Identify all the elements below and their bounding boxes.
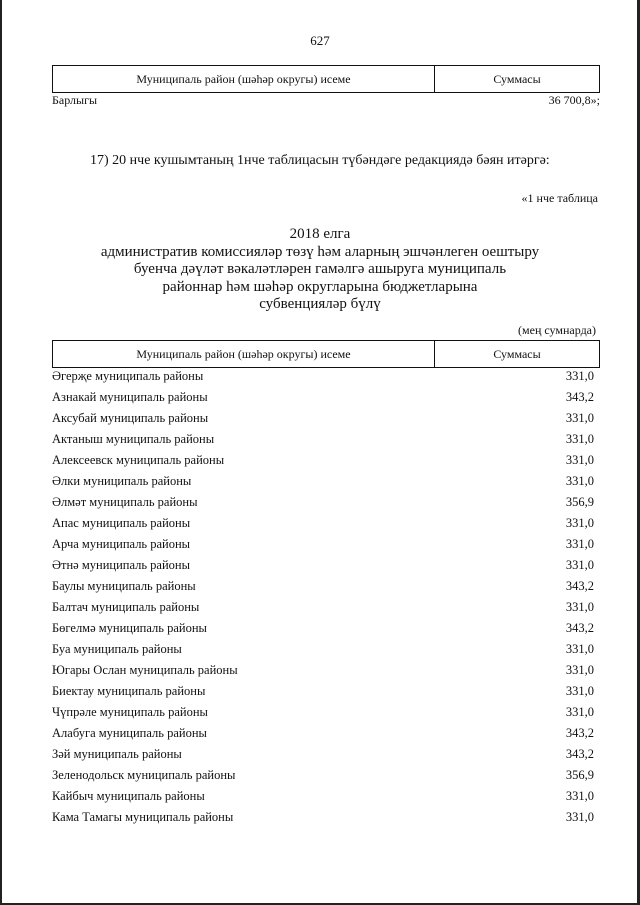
table-row	[52, 576, 594, 597]
row-name: Югары Ослан муниципаль районы	[52, 663, 238, 677]
row-value: 331,0	[565, 600, 594, 614]
row-value: 331,0	[565, 705, 594, 719]
units-label: (мең сумнарда)	[518, 323, 596, 337]
table-row	[52, 618, 594, 639]
row-value: 331,0	[565, 789, 594, 803]
row-value: 343,2	[565, 621, 594, 635]
table-header-previous	[52, 65, 600, 93]
table-row	[52, 513, 594, 534]
header-col-name: Муниципаль район (шәһәр округы) исеме	[53, 341, 435, 367]
row-name: Кайбыч муниципаль районы	[52, 789, 205, 803]
row-value: 331,0	[565, 537, 594, 551]
instruction-text: 17) 20 нче кушымтаның 1нче таблицасын түбәндәге редакциядә бәян итәргә:	[90, 153, 550, 168]
row-name: Зеленодольск муниципаль районы	[52, 768, 236, 782]
row-name: Алексеевск муниципаль районы	[52, 453, 225, 467]
row-name: Баулы муниципаль районы	[52, 579, 196, 593]
row-name: Буа муниципаль районы	[52, 642, 182, 656]
row-value: 331,0	[565, 516, 594, 530]
table-header	[52, 340, 600, 368]
row-name: Алабуга муниципаль районы	[52, 726, 207, 740]
total-label: Барлыгы	[52, 93, 98, 107]
header-col-sum: Суммасы	[493, 346, 541, 361]
title-line-2: административ комиссияләр төзү һәм аларның эшчәнлеген оештыру	[100, 243, 540, 260]
row-name: Кама Тамагы муниципаль районы	[52, 810, 234, 824]
table-row	[52, 366, 594, 387]
table-row	[52, 534, 594, 555]
row-value: 343,2	[565, 390, 594, 404]
row-name: Чүпрәле муниципаль районы	[52, 705, 208, 719]
total-value: 36 700,8»;	[548, 93, 600, 107]
row-value: 343,2	[565, 747, 594, 761]
title-line-1: 2018 елга	[289, 226, 351, 242]
row-value: 343,2	[565, 726, 594, 740]
title-line-3: буенча дәүләт вәкаләтләрен гамәлгә ашыруга муниципаль	[133, 261, 507, 277]
row-value: 331,0	[565, 558, 594, 572]
table-row	[52, 702, 594, 723]
row-name: Әлмәт муниципаль районы	[52, 495, 198, 509]
title-line-5: субвенцияләр бүлү	[259, 296, 381, 312]
row-value: 343,2	[565, 579, 594, 593]
row-value: 331,0	[565, 810, 594, 824]
header-col-sum: Суммасы	[493, 71, 541, 86]
row-value: 331,0	[565, 642, 594, 656]
row-name: Аксубай муниципаль районы	[52, 411, 209, 425]
row-name: Актаныш муниципаль районы	[52, 432, 215, 446]
row-value: 356,9	[565, 495, 594, 509]
table-row	[52, 765, 594, 786]
table-body	[52, 366, 594, 828]
row-value: 331,0	[565, 663, 594, 677]
page-number: 627	[310, 33, 330, 48]
table-row	[52, 450, 594, 471]
row-value: 331,0	[565, 369, 594, 383]
row-name: Апас муниципаль районы	[52, 516, 191, 530]
row-name: Азнакай муниципаль районы	[52, 390, 208, 404]
table-label: «1 нче таблица	[521, 191, 598, 205]
row-value: 331,0	[565, 411, 594, 425]
table-row	[52, 387, 594, 408]
table-row	[52, 744, 594, 765]
row-name: Биектау муниципаль районы	[52, 684, 206, 698]
scan-border-left	[0, 0, 2, 905]
table-title	[0, 226, 640, 314]
table-row	[52, 660, 594, 681]
row-value: 331,0	[565, 474, 594, 488]
table-row	[52, 492, 594, 513]
row-name: Арча муниципаль районы	[52, 537, 191, 551]
title-line-4: районнар һәм шәһәр округларына бюджетларына	[162, 278, 478, 295]
total-row	[52, 93, 600, 108]
row-name: Бөгелмә муниципаль районы	[52, 621, 207, 635]
row-name: Әлки муниципаль районы	[52, 474, 192, 488]
row-value: 356,9	[565, 768, 594, 782]
table-row	[52, 639, 594, 660]
row-name: Балтач муниципаль районы	[52, 600, 200, 614]
table-row	[52, 408, 594, 429]
table-row	[52, 555, 594, 576]
table-row	[52, 681, 594, 702]
table-row	[52, 723, 594, 744]
row-name: Зәй муниципаль районы	[52, 747, 182, 761]
table-row	[52, 429, 594, 450]
table-row	[52, 807, 594, 828]
row-value: 331,0	[565, 432, 594, 446]
row-name: Әтнә муниципаль районы	[52, 558, 191, 572]
header-col-name: Муниципаль район (шәһәр округы) исеме	[53, 66, 435, 92]
row-value: 331,0	[565, 453, 594, 467]
table-row	[52, 597, 594, 618]
table-row	[52, 786, 594, 807]
row-name: Әгерҗе муниципаль районы	[52, 369, 204, 383]
row-value: 331,0	[565, 684, 594, 698]
table-row	[52, 471, 594, 492]
